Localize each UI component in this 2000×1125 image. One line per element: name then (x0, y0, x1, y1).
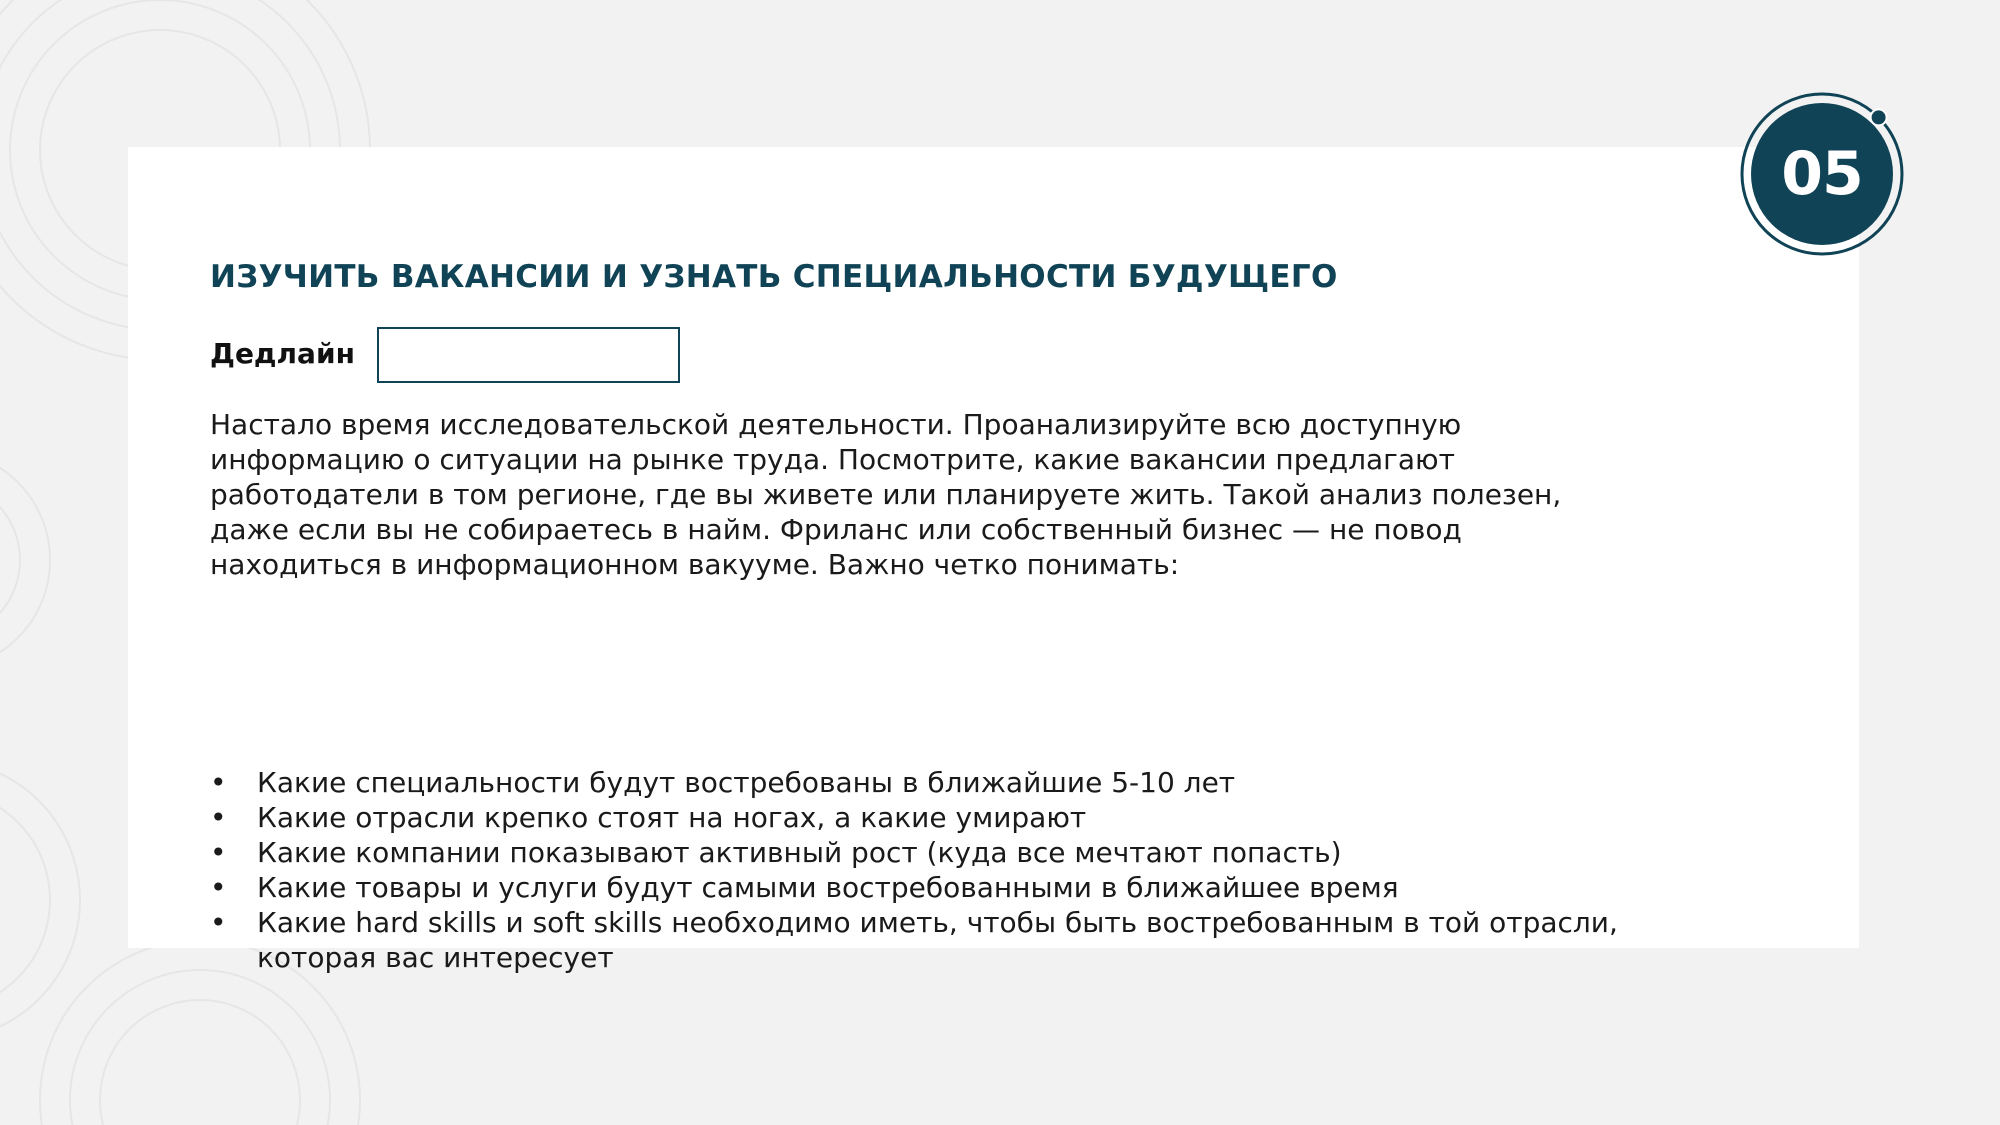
content-card (128, 147, 1859, 974)
intro-line: работодатели в том регионе, где вы живете или планируете жить. Такой анализ полезен, (210, 478, 1562, 511)
list-item-text: Какие специальности будут востребованы в ближайшие 5-10 лет (257, 766, 1236, 799)
intro-line: находиться в информационном вакууме. Важно четко понимать: (210, 548, 1180, 581)
slide-number: 05 (1781, 139, 1863, 209)
list-item-text: Какие hard skills и soft skills необходимо иметь, чтобы быть востребованным в той отрасли, (257, 906, 1618, 939)
list-item (210, 800, 1618, 835)
deadline-label: Дедлайн (210, 337, 355, 370)
list-item (210, 870, 1618, 905)
list-item-text: которая вас интересует (257, 941, 614, 974)
slide-title: ИЗУЧИТЬ ВАКАНСИИ И УЗНАТЬ СПЕЦИАЛЬНОСТИ БУДУЩЕГО (210, 259, 1338, 295)
list-item (210, 905, 1618, 975)
bullet-marker: • (210, 801, 227, 834)
intro-line: Настало время исследовательской деятельности. Проанализируйте всю доступную (210, 408, 1462, 441)
bullet-marker: • (210, 906, 227, 939)
list-item-text: Какие отрасли крепко стоят на ногах, а какие умирают (257, 801, 1087, 834)
bullet-marker: • (210, 836, 227, 869)
list-item-text: Какие товары и услуги будут самыми востребованными в ближайшее время (257, 871, 1399, 904)
bullet-marker: • (210, 871, 227, 904)
list-item-text: Какие компании показывают активный рост (куда все мечтают попасть) (257, 836, 1342, 869)
intro-line: информацию о ситуации на рынке труда. Посмотрите, какие вакансии предлагают (210, 443, 1455, 476)
slide-number-badge (1739, 91, 1905, 257)
intro-paragraph (210, 407, 1670, 582)
intro-line: даже если вы не собираетесь в найм. Фриланс или собственный бизнес — не повод (210, 513, 1462, 546)
bullet-list (210, 765, 1618, 975)
deadline-field[interactable] (377, 327, 680, 383)
bullet-marker: • (210, 766, 227, 799)
list-item (210, 765, 1618, 800)
list-item (210, 835, 1618, 870)
